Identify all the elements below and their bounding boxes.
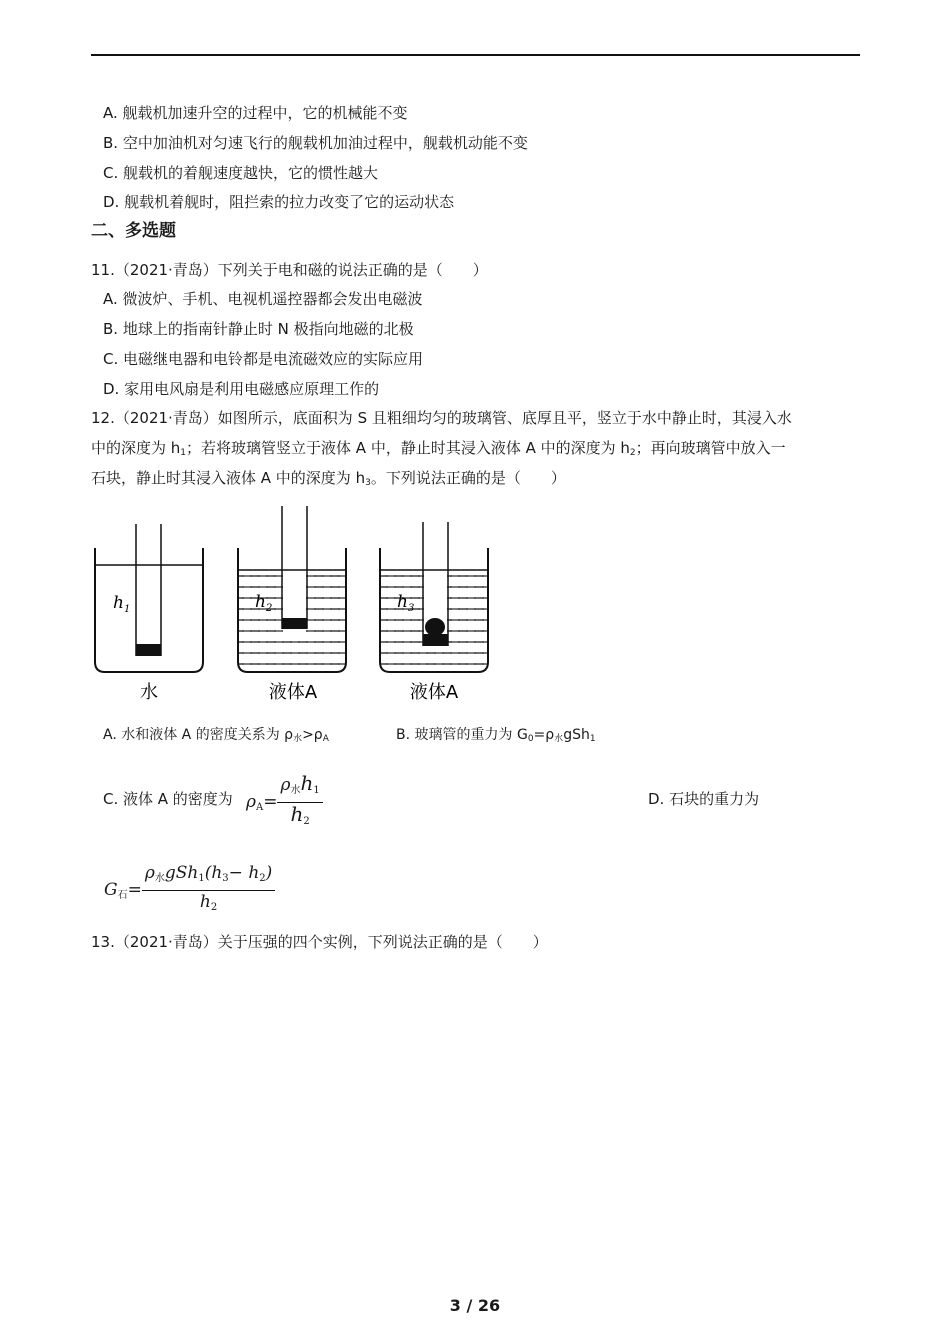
q12-formula-d: G石= $\frac{\text{ρ水gSh1(h3− h2)}}{h2}$ — [104, 862, 275, 919]
q12-option-d-label: D. 石块的重力为 — [648, 790, 760, 808]
label-water: 水 — [140, 682, 158, 703]
q13-stem: 13.（2021·青岛）关于压强的四个实例，下列说法正确的是（ ） — [91, 933, 548, 951]
q12-figure — [88, 504, 498, 714]
q10-option-d: D. 舰载机着舰时，阻拦索的拉力改变了它的运动状态 — [103, 193, 455, 211]
section-heading: 二、多选题 — [91, 221, 176, 241]
h2-label: $h_2$ — [255, 592, 273, 614]
h3-label: $h_3$ — [397, 592, 415, 614]
q12-stem-line1: 12.（2021·青岛）如图所示，底面积为 S 且粗细均匀的玻璃管、底厚且平，竖立于水中静止时，其浸入水 — [91, 409, 792, 427]
q10-option-b: B. 空中加油机对匀速飞行的舰载机加油过程中，舰载机动能不变 — [103, 134, 528, 152]
q12-option-c-label: C. 液体 A 的密度为 — [103, 790, 233, 808]
q12-stem-line2: 中的深度为 $h_1$；若将玻璃管竖立于液体 A 中，静止时其浸入液体 A 中的深度为 $h_2$；再向玻璃管中放入一 — [91, 439, 786, 458]
q10-option-c: C. 舰载机的着舰速度越快，它的惯性越大 — [103, 164, 379, 182]
q12-option-a: A. 水和液体 A 的密度关系为 $\rho_水>\rho_A$ — [103, 727, 329, 744]
q10-option-a: A. 舰载机加速升空的过程中，它的机械能不变 — [103, 104, 408, 122]
q11-option-c: C. 电磁继电器和电铃都是电流磁效应的实际应用 — [103, 350, 424, 368]
q11-option-d: D. 家用电风扇是利用电磁感应原理工作的 — [103, 380, 380, 398]
header-rule — [91, 54, 860, 56]
label-liquid-a-1: 液体A — [268, 682, 318, 703]
beaker-water — [95, 524, 203, 672]
beaker-liquid-a — [238, 506, 346, 672]
q12-option-b: B. 玻璃管的重力为 $G_0=\rho_水gSh_1$ — [396, 727, 596, 744]
q11-option-b: B. 地球上的指南针静止时 N 极指向地磁的北极 — [103, 320, 414, 338]
page-number: 3 / 26 — [449, 1296, 501, 1315]
q12-stem-line3: 石块，静止时其浸入液体 A 中的深度为 $h_3$。下列说法正确的是（ ） — [91, 469, 566, 488]
h1-label: $h_1$ — [113, 593, 131, 615]
label-liquid-a-2: 液体A — [409, 682, 459, 703]
q11-stem: 11.（2021·青岛）下列关于电和磁的说法正确的是（ ） — [91, 261, 488, 279]
q12-formula-c: ρA= $\frac{\text{ρ水h1}}{h2}$ — [246, 772, 323, 833]
q11-option-a: A. 微波炉、手机、电视机遥控器都会发出电磁波 — [103, 290, 423, 308]
